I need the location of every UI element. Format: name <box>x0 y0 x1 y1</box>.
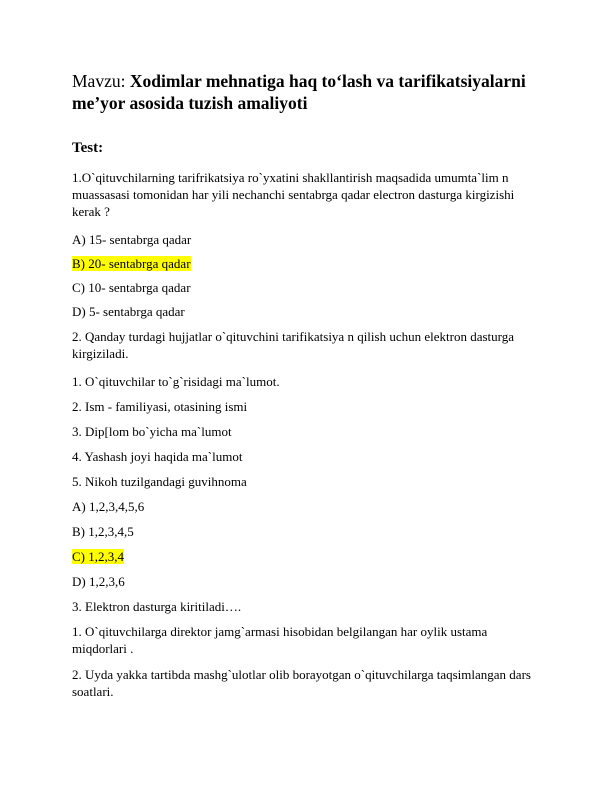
question-1-option-a: A) 15- sentabrga qadar <box>72 232 192 247</box>
question-2-option-a: A) 1,2,3,4,5,6 <box>72 499 145 514</box>
question-2-item: 3. Dip[lom bo`yicha ma`lumot <box>72 424 232 439</box>
question-1-option-c: C) 10- sentabrga qadar <box>72 280 191 295</box>
question-1-text: 1.O`qituvchilarning tarifrikatsiya ro`yxatini shakllantirish maqsadida umumta`lim n muassasasi tomonidan har yili nechanchi sentabrga qadar electron dasturga kirgizishi kerak ? <box>72 170 515 219</box>
question-1-option-b <box>72 255 191 272</box>
question-2-option-d: D) 1,2,3,6 <box>72 574 125 589</box>
question-3-text: 3. Elektron dasturga kiritiladi…. <box>72 599 242 614</box>
question-3-item: 1. O`qituvchilarga direktor jamg`armasi hisobidan belgilangan har oylik ustama miqdorlari . <box>72 624 488 656</box>
answer-highlight: C) 1,2,3,4 <box>72 549 124 564</box>
question-2-text: 2. Qanday turdagi hujjatlar o`qituvchini tarifikatsiya n qilish uchun elektron dasturga kirgiziladi. <box>72 329 515 361</box>
question-2-item: 5. Nikoh tuzilgandagi guvihnoma <box>72 474 247 489</box>
question-1-option-d: D) 5- sentabrga qadar <box>72 304 185 319</box>
title-prefix: Mavzu: <box>72 71 126 91</box>
question-2-option-b: B) 1,2,3,4,5 <box>72 524 134 539</box>
question-2-item: 4. Yashash joyi haqida ma`lumot <box>72 449 243 464</box>
page-title <box>72 70 542 114</box>
answer-highlight: B) 20- sentabrga qadar <box>72 256 191 271</box>
question-2-item: 1. O`qituvchilar to`g`risidagi ma`lumot. <box>72 374 280 389</box>
question-3-item: 2. Uyda yakka tartibda mashg`ulotlar olib borayotgan o`qituvchilarga taqsimlangan dars soatlari. <box>72 667 531 699</box>
test-heading: Test: <box>72 140 104 156</box>
question-2-option-c <box>72 548 124 565</box>
question-2-item: 2. Ism - familiyasi, otasining ismi <box>72 399 248 414</box>
title-main: Xodimlar mehnatiga haq to‘lash va tarifikatsiyalarni me’yor asosida tuzish amaliyoti <box>72 71 526 113</box>
